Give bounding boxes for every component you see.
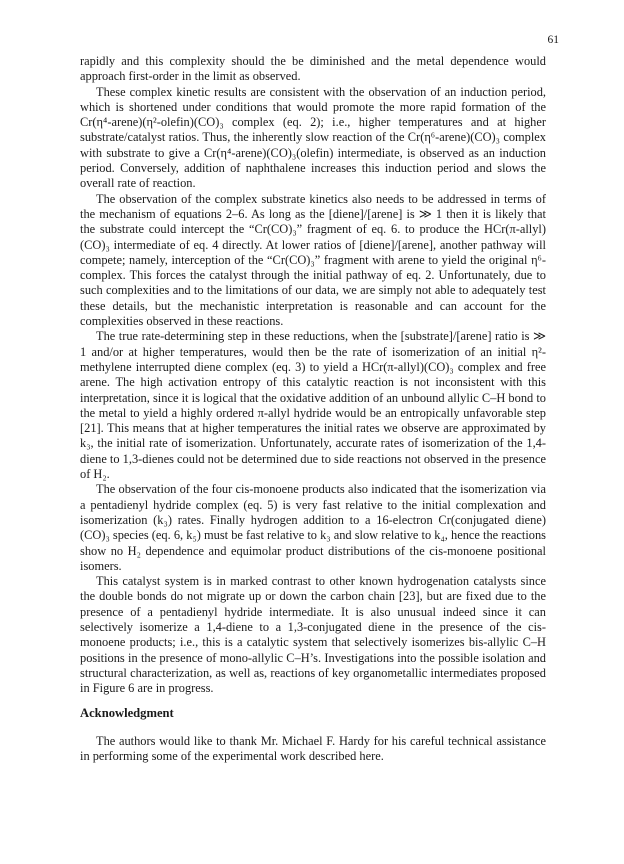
paragraph: The observation of the four cis-monoene products also indicated that the isomerization via a pentadienyl hydride complex (eq. 5) is very fast relative to the initial complexation and isomerization (k₃) rates. Finally hydrogen addition to a 16-electron Cr(conjugated diene)(CO)₃ species (eq. 6, k₅) must be fast relative to k₃ and slow relative to k₄, hence the reactions show no H₂ dependence and equimolar product distributions of the cis-monoene positional isomers. bbox=[80, 482, 546, 573]
paragraph: rapidly and this complexity should the be diminished and the metal dependence would approach first-order in the limit as observed. bbox=[80, 54, 546, 84]
paragraph: This catalyst system is in marked contrast to other known hydrogenation catalysts since the double bonds do not migrate up or down the carbon chain [23], but are fixed due to the presence of a pentadienyl hydride intermediate. It is also unusual indeed since it can selectively isomerize a 1,4-diene to a 1,3-conjugated diene in the presence of the cis-monoene products; i.e., this is a catalytic system that selectively isomerizes bis-allylic C–H positions in the presence of mono-allylic C–H’s. Investigations into the possible isolation and structural characterization, as well as, reactions of key organometallic intermediates proposed in Figure 6 are in progress. bbox=[80, 574, 546, 696]
paragraph: The observation of the complex substrate kinetics also needs to be addressed in terms of the mechanism of equations 2–6. As long as the [diene]/[arene] is ≫ 1 then it is likely that the substrate could intercept the “Cr(CO)₃” fragment of eq. 6. to produce the HCr(π-allyl)(CO)₃ intermediate of eq. 4 directly. At lower ratios of [diene]/[arene], another pathway will compete; namely, interception of the “Cr(CO)₃” fragment with arene to yield the original η⁶-complex. This forces the catalyst through the initial pathway of eq. 2. Unfortunately, due to such complexities and to the limitations of our data, we are simply not able to adequately test these details, but the mechanistic interpretation is reasonable and can account for the complexities observed in these reactions. bbox=[80, 191, 546, 329]
acknowledgment-text: The authors would like to thank Mr. Michael F. Hardy for his careful technical assistance in performing some of the experimental work described here. bbox=[80, 733, 546, 764]
article-body bbox=[80, 54, 546, 764]
paragraph: These complex kinetic results are consistent with the observation of an induction period, which is shortened under conditions that would promote the more rapid formation of the Cr(η⁴-arene)(η²-olefin)(CO)₃ complex (eq. 2); i.e., higher temperatures and at higher substrate/catalyst ratios. Thus, the inherently slow reaction of the Cr(η⁶-arene)(CO)₃ complex with substrate to give a Cr(η⁴-arene)(CO)₃(olefin) intermediate, is observed as an induction period. Conversely, addition of naphthalene increases this induction period and slows the overall rate of reaction. bbox=[80, 84, 546, 191]
page-number: 61 bbox=[547, 34, 559, 46]
paragraph: The true rate-determining step in these reductions, when the [substrate]/[arene] ratio is ≫ 1 and/or at higher temperatures, would then be the rate of isomerization of an initial η²-methylene interrupted diene complex (eq. 3) to yield a HCr(π-allyl)(CO)₃ complex and free arene. The high activation entropy of this catalytic reaction is not inconsistent with this interpretation, since it is logical that the oxidative addition of an unbound allylic C–H bond to the metal to yield a highly ordered π-allyl hydride would be an entropically unfavorable step [21]. This means that at higher temperatures the initial rates we observe are approximated by k₃, the initial rate of isomerization. Unfortunately, accurate rates of isomerization of the 1,4-diene to 1,3-dienes could not be determined due to side reactions not observed in the presence of H₂. bbox=[80, 329, 546, 482]
section-heading: Acknowledgment bbox=[80, 706, 174, 721]
